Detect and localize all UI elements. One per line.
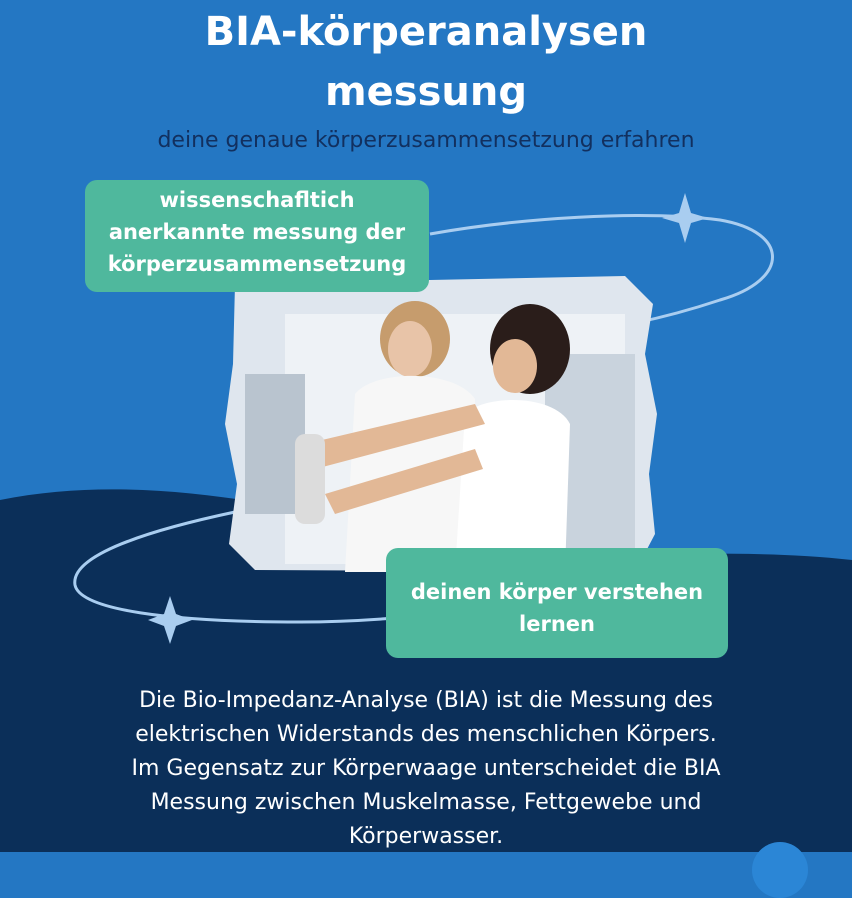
- sparkle-icon: [662, 193, 708, 243]
- description-line-2: elektrischen Widerstands des menschlichen Körpers.: [135, 722, 717, 747]
- highlight-understand-body-line-2: lernen: [519, 612, 595, 636]
- page-title-line-1: BIA-körperanalysen: [204, 9, 648, 55]
- sparkle-icon: [148, 596, 192, 644]
- description-line-1: Die Bio-Impedanz-Analyse (BIA) ist die Messung des: [139, 688, 713, 713]
- highlight-scientific-line-3: körperzusammensetzung: [107, 252, 407, 276]
- highlight-scientific-line-2: anerkannte messung der: [108, 220, 406, 244]
- highlight-understand-body-line-1: deinen körper verstehen: [410, 580, 704, 604]
- description-line-5: Körperwasser.: [348, 824, 504, 849]
- page-title-line-2: messung: [324, 69, 527, 115]
- highlight-scientific-line-1: wissenschafltich: [159, 188, 355, 212]
- highlight-scientific: [85, 180, 429, 292]
- description-line-3: Im Gegensatz zur Körperwaage unterscheidet die BIA: [131, 756, 721, 781]
- photo-women-body-analysis: [225, 274, 657, 572]
- page-subtitle: deine genaue körperzusammensetzung erfahren: [157, 128, 695, 153]
- description-line-4: Messung zwischen Muskelmasse, Fettgewebe und: [150, 790, 702, 815]
- description-paragraph: [60, 684, 792, 854]
- floating-action-button[interactable]: [752, 842, 808, 898]
- highlight-understand-body: [386, 548, 728, 658]
